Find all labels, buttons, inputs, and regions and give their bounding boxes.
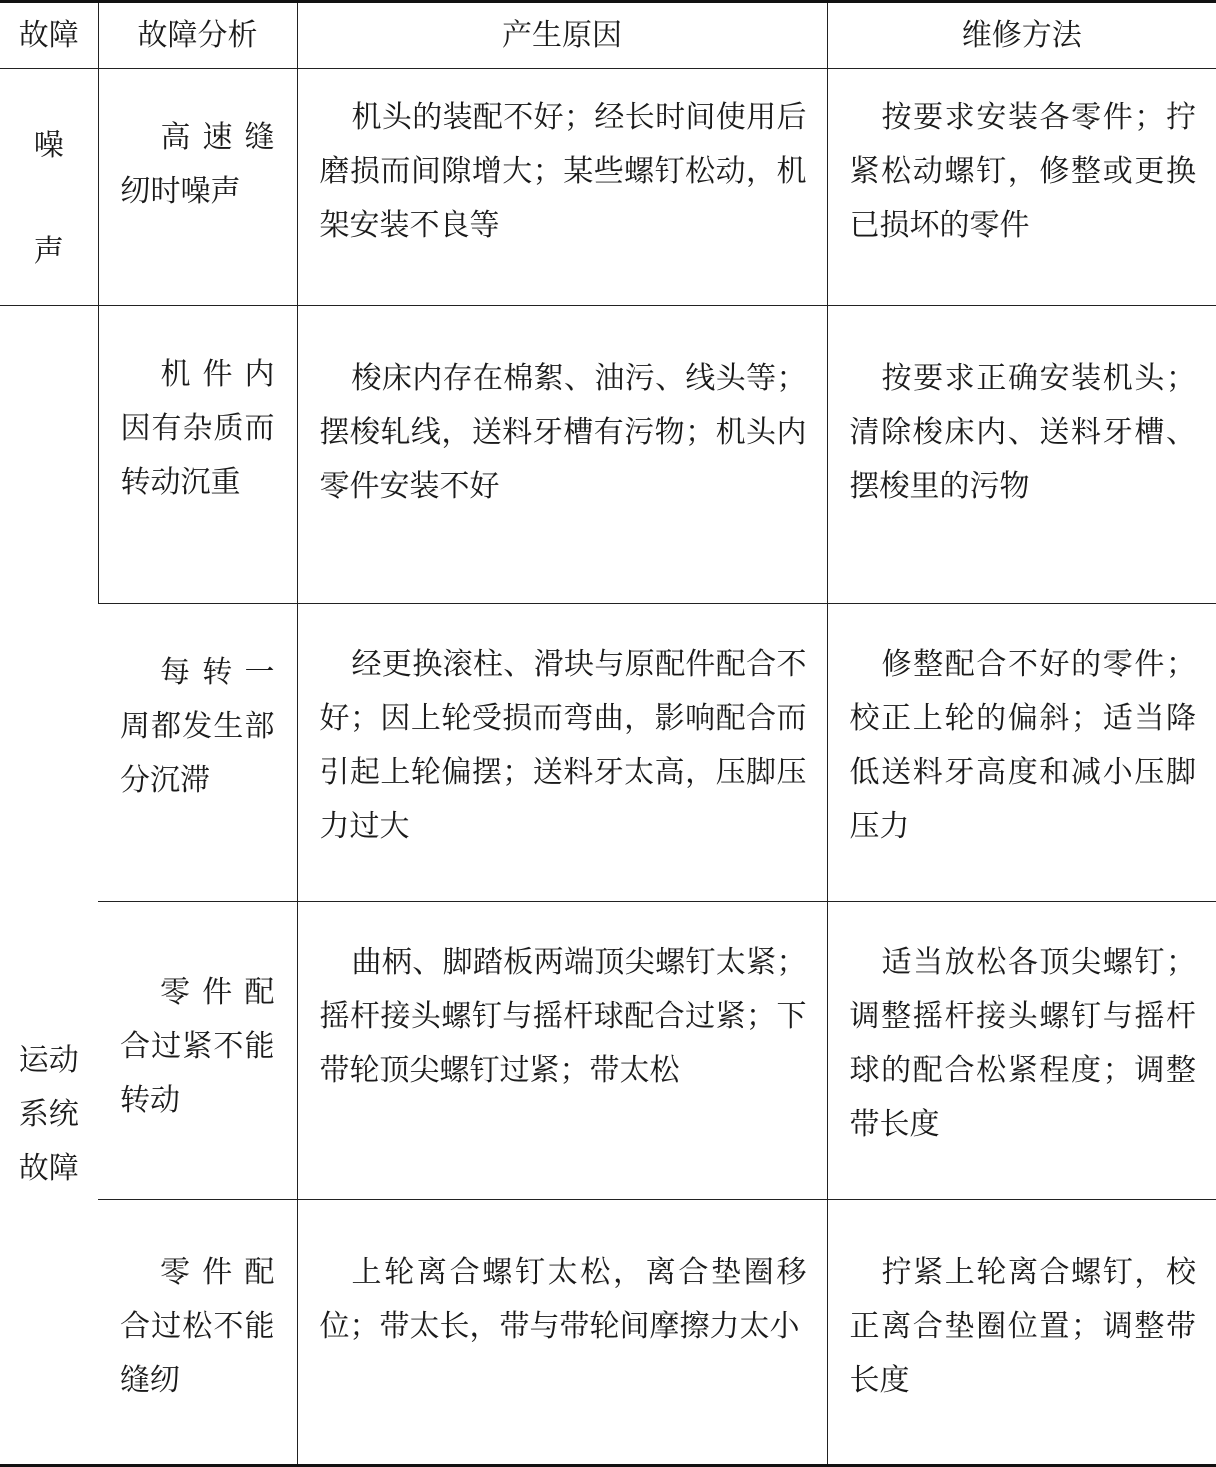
cause-cell: 经更换滚柱、滑块与原配件配合不好；因上轮受损而弯曲，影响配合而引起上轮偏摆；送料牙太高，压脚压力过大 — [297, 604, 827, 902]
cause-cell: 机头的装配不好；经长时间使用后磨损而间隙增大；某些螺钉松动，机架安装不良等 — [297, 69, 827, 306]
analysis-cell: 零件配合过紧不能转动 — [120, 975, 275, 1118]
fault-noise-char: 声 — [33, 234, 64, 269]
analysis-cell: 零件配合过松不能缝纫 — [120, 1255, 275, 1398]
table-row — [0, 902, 1216, 1200]
header-cause: 产生原因 — [297, 2, 827, 69]
header-repair: 维修方法 — [827, 2, 1216, 69]
fault-motion-line: 运动 — [18, 1043, 79, 1078]
header-fault: 故障 — [18, 17, 79, 53]
table-row — [0, 69, 1216, 306]
cause-cell: 曲柄、脚踏板两端顶尖螺钉太紧；摇杆接头螺钉与摇杆球配合过紧；下带轮顶尖螺钉过紧；带太松 — [297, 902, 827, 1200]
repair-cell: 拧紧上轮离合螺钉，校正离合垫圈位置；调整带长度 — [827, 1200, 1216, 1466]
repair-cell: 修整配合不好的零件；校正上轮的偏斜；适当降低送料牙高度和减小压脚压力 — [827, 604, 1216, 902]
fault-noise-char: 噪 — [33, 128, 64, 163]
analysis-cell: 机件内因有杂质而转动沉重 — [98, 306, 297, 604]
analysis-cell: 每转一周都发生部分沉滞 — [120, 655, 275, 798]
fault-motion-line: 故障 — [18, 1151, 79, 1186]
fault-category-motion — [0, 306, 98, 1466]
header-analysis: 故障分析 — [98, 2, 297, 69]
fault-motion-line: 系统 — [18, 1097, 79, 1132]
cause-cell: 上轮离合螺钉太松，离合垫圈移位；带太长，带与带轮间摩擦力太小 — [297, 1200, 827, 1466]
table-row — [0, 306, 1216, 604]
table-row — [0, 604, 1216, 902]
repair-cell: 按要求正确安装机头；清除梭床内、送料牙槽、摆梭里的污物 — [827, 306, 1216, 604]
cause-cell: 梭床内存在棉絮、油污、线头等；摆梭轧线，送料牙槽有污物；机头内零件安装不好 — [297, 306, 827, 604]
fault-category-noise — [0, 69, 98, 306]
analysis-cell: 高速缝纫时噪声 — [98, 69, 297, 306]
table-row — [0, 1200, 1216, 1466]
repair-cell: 按要求安装各零件；拧紧松动螺钉，修整或更换已损坏的零件 — [827, 69, 1216, 306]
repair-cell: 适当放松各顶尖螺钉；调整摇杆接头螺钉与摇杆球的配合松紧程度；调整带长度 — [827, 902, 1216, 1200]
header-row — [0, 2, 1216, 69]
